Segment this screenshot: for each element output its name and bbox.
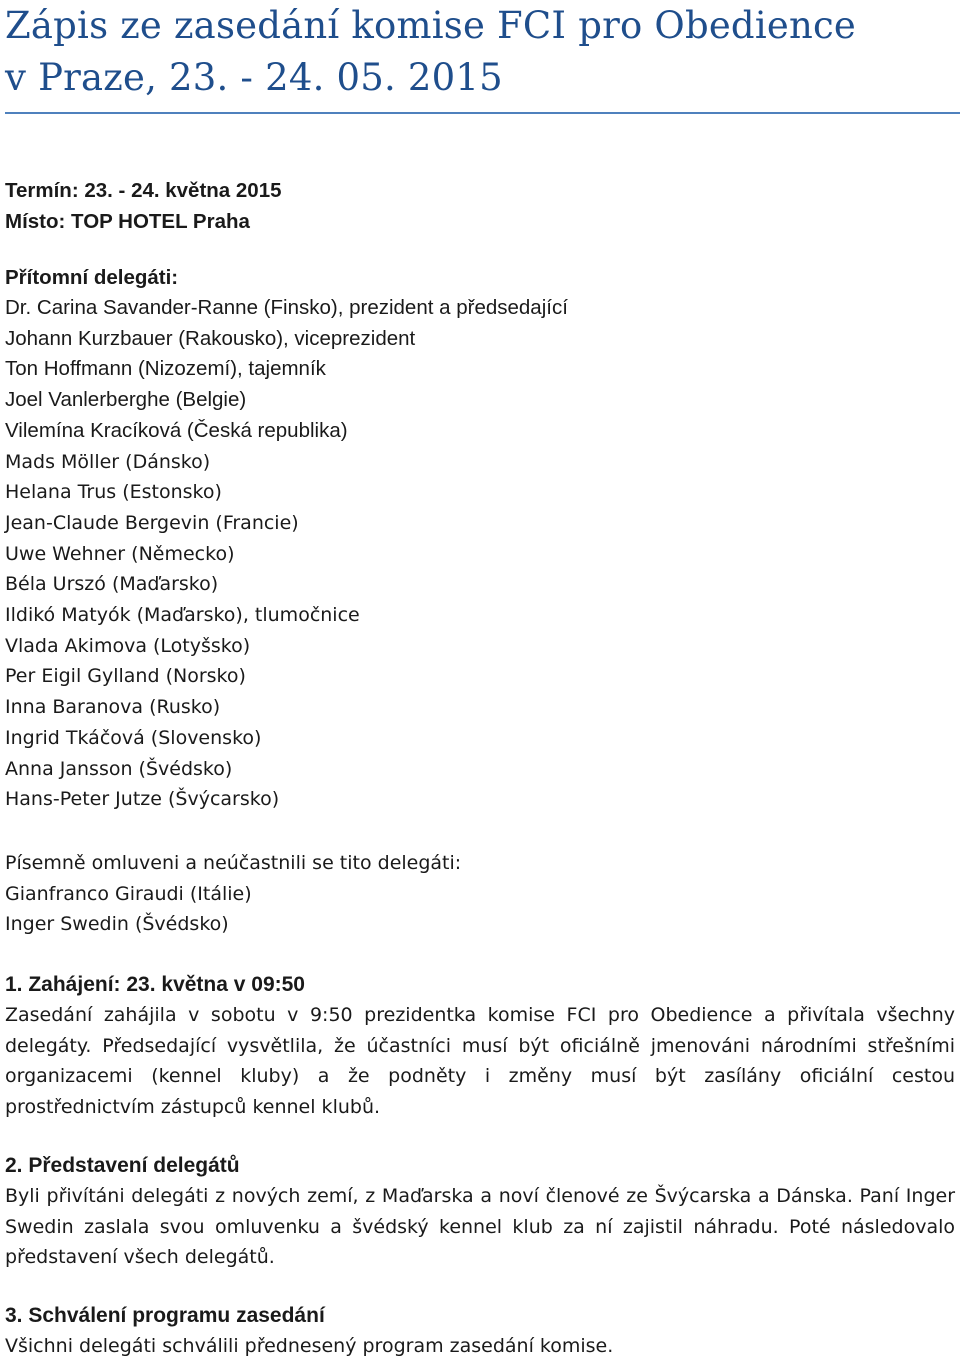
excused-item: Gianfranco Giraudi (Itálie) [5, 882, 252, 905]
delegate-item: Béla Urszó (Maďarsko) [5, 573, 219, 596]
delegate-item: Vilemína Kracíková (Česká republika) [5, 418, 348, 442]
delegate-item: Ingrid Tkáčová (Slovensko) [5, 726, 262, 749]
meeting-date: Termín: 23. - 24. května 2015 [5, 179, 282, 202]
delegate-item: Ildikó Matyók (Maďarsko), tlumočnice [5, 604, 360, 627]
excused-item: Inger Swedin (Švédsko) [5, 913, 229, 936]
title-line-1: Zápis ze zasedání komise FCI pro Obedience [5, 4, 856, 47]
delegate-item: Anna Jansson (Švédsko) [5, 757, 233, 780]
delegate-item: Dr. Carina Savander-Ranne (Finsko), prezident a předsedající [5, 296, 568, 319]
section-opening [5, 969, 955, 1123]
section-text: Všichni delegáti schválili přednesený program zasedání komise. [5, 1335, 614, 1357]
delegate-item: Helana Trus (Estonsko) [5, 481, 222, 504]
section-introductions [5, 1150, 955, 1273]
section-heading: 3. Schválení programu zasedání [5, 1304, 325, 1327]
present-heading: Přítomní delegáti: [5, 266, 179, 289]
title-line-2: v Praze, 23. - 24. 05. 2015 [5, 56, 503, 99]
excused-delegates [5, 848, 461, 940]
delegate-item: Per Eigil Gylland (Norsko) [5, 665, 246, 688]
present-delegates [5, 262, 568, 815]
document-page [5, 0, 955, 1357]
document-title [5, 0, 955, 104]
section-text: Zasedání zahájila v sobotu v 9:50 prezidentka komise FCI pro Obedience a přivítala všechny delegáty. Předsedající vysvětlila, že účastníci musí být oficiálně jmenováni národními střešními organizacemi (kennel kluby) a že podněty i změny musí být zasílány oficiální cestou prostřednictvím zástupců kennel klubů. [5, 1004, 955, 1119]
section-agenda-approval [5, 1300, 955, 1362]
delegate-item: Ton Hoffmann (Nizozemí), tajemník [5, 357, 326, 381]
meeting-meta [5, 175, 282, 237]
delegate-item: Vlada Akimova (Lotyšsko) [5, 634, 251, 657]
delegate-item: Uwe Wehner (Německo) [5, 542, 235, 565]
section-heading: 2. Představení delegátů [5, 1154, 240, 1177]
delegate-item: Inna Baranova (Rusko) [5, 696, 221, 719]
delegate-item: Mads Möller (Dánsko) [5, 450, 211, 473]
section-heading: 1. Zahájení: 23. května v 09:50 [5, 973, 305, 996]
delegate-item: Joel Vanlerberghe (Belgie) [5, 388, 247, 412]
delegate-item: Jean-Claude Bergevin (Francie) [5, 511, 299, 534]
meeting-place: Místo: TOP HOTEL Praha [5, 210, 250, 233]
excused-heading: Písemně omluveni a neúčastnili se tito delegáti: [5, 852, 462, 874]
title-underline [5, 112, 960, 114]
delegate-item: Johann Kurzbauer (Rakousko), viceprezident [5, 326, 416, 350]
delegate-item: Hans-Peter Jutze (Švýcarsko) [5, 788, 280, 811]
section-text: Byli přivítáni delegáti z nových zemí, z Maďarska a noví členové ze Švýcarska a Dánska. Paní Inger Swedin zaslala svou omluvenku a švédský kennel klub za ní zajistil náhradu. Poté následovalo představení všech delegátů. [5, 1185, 955, 1269]
